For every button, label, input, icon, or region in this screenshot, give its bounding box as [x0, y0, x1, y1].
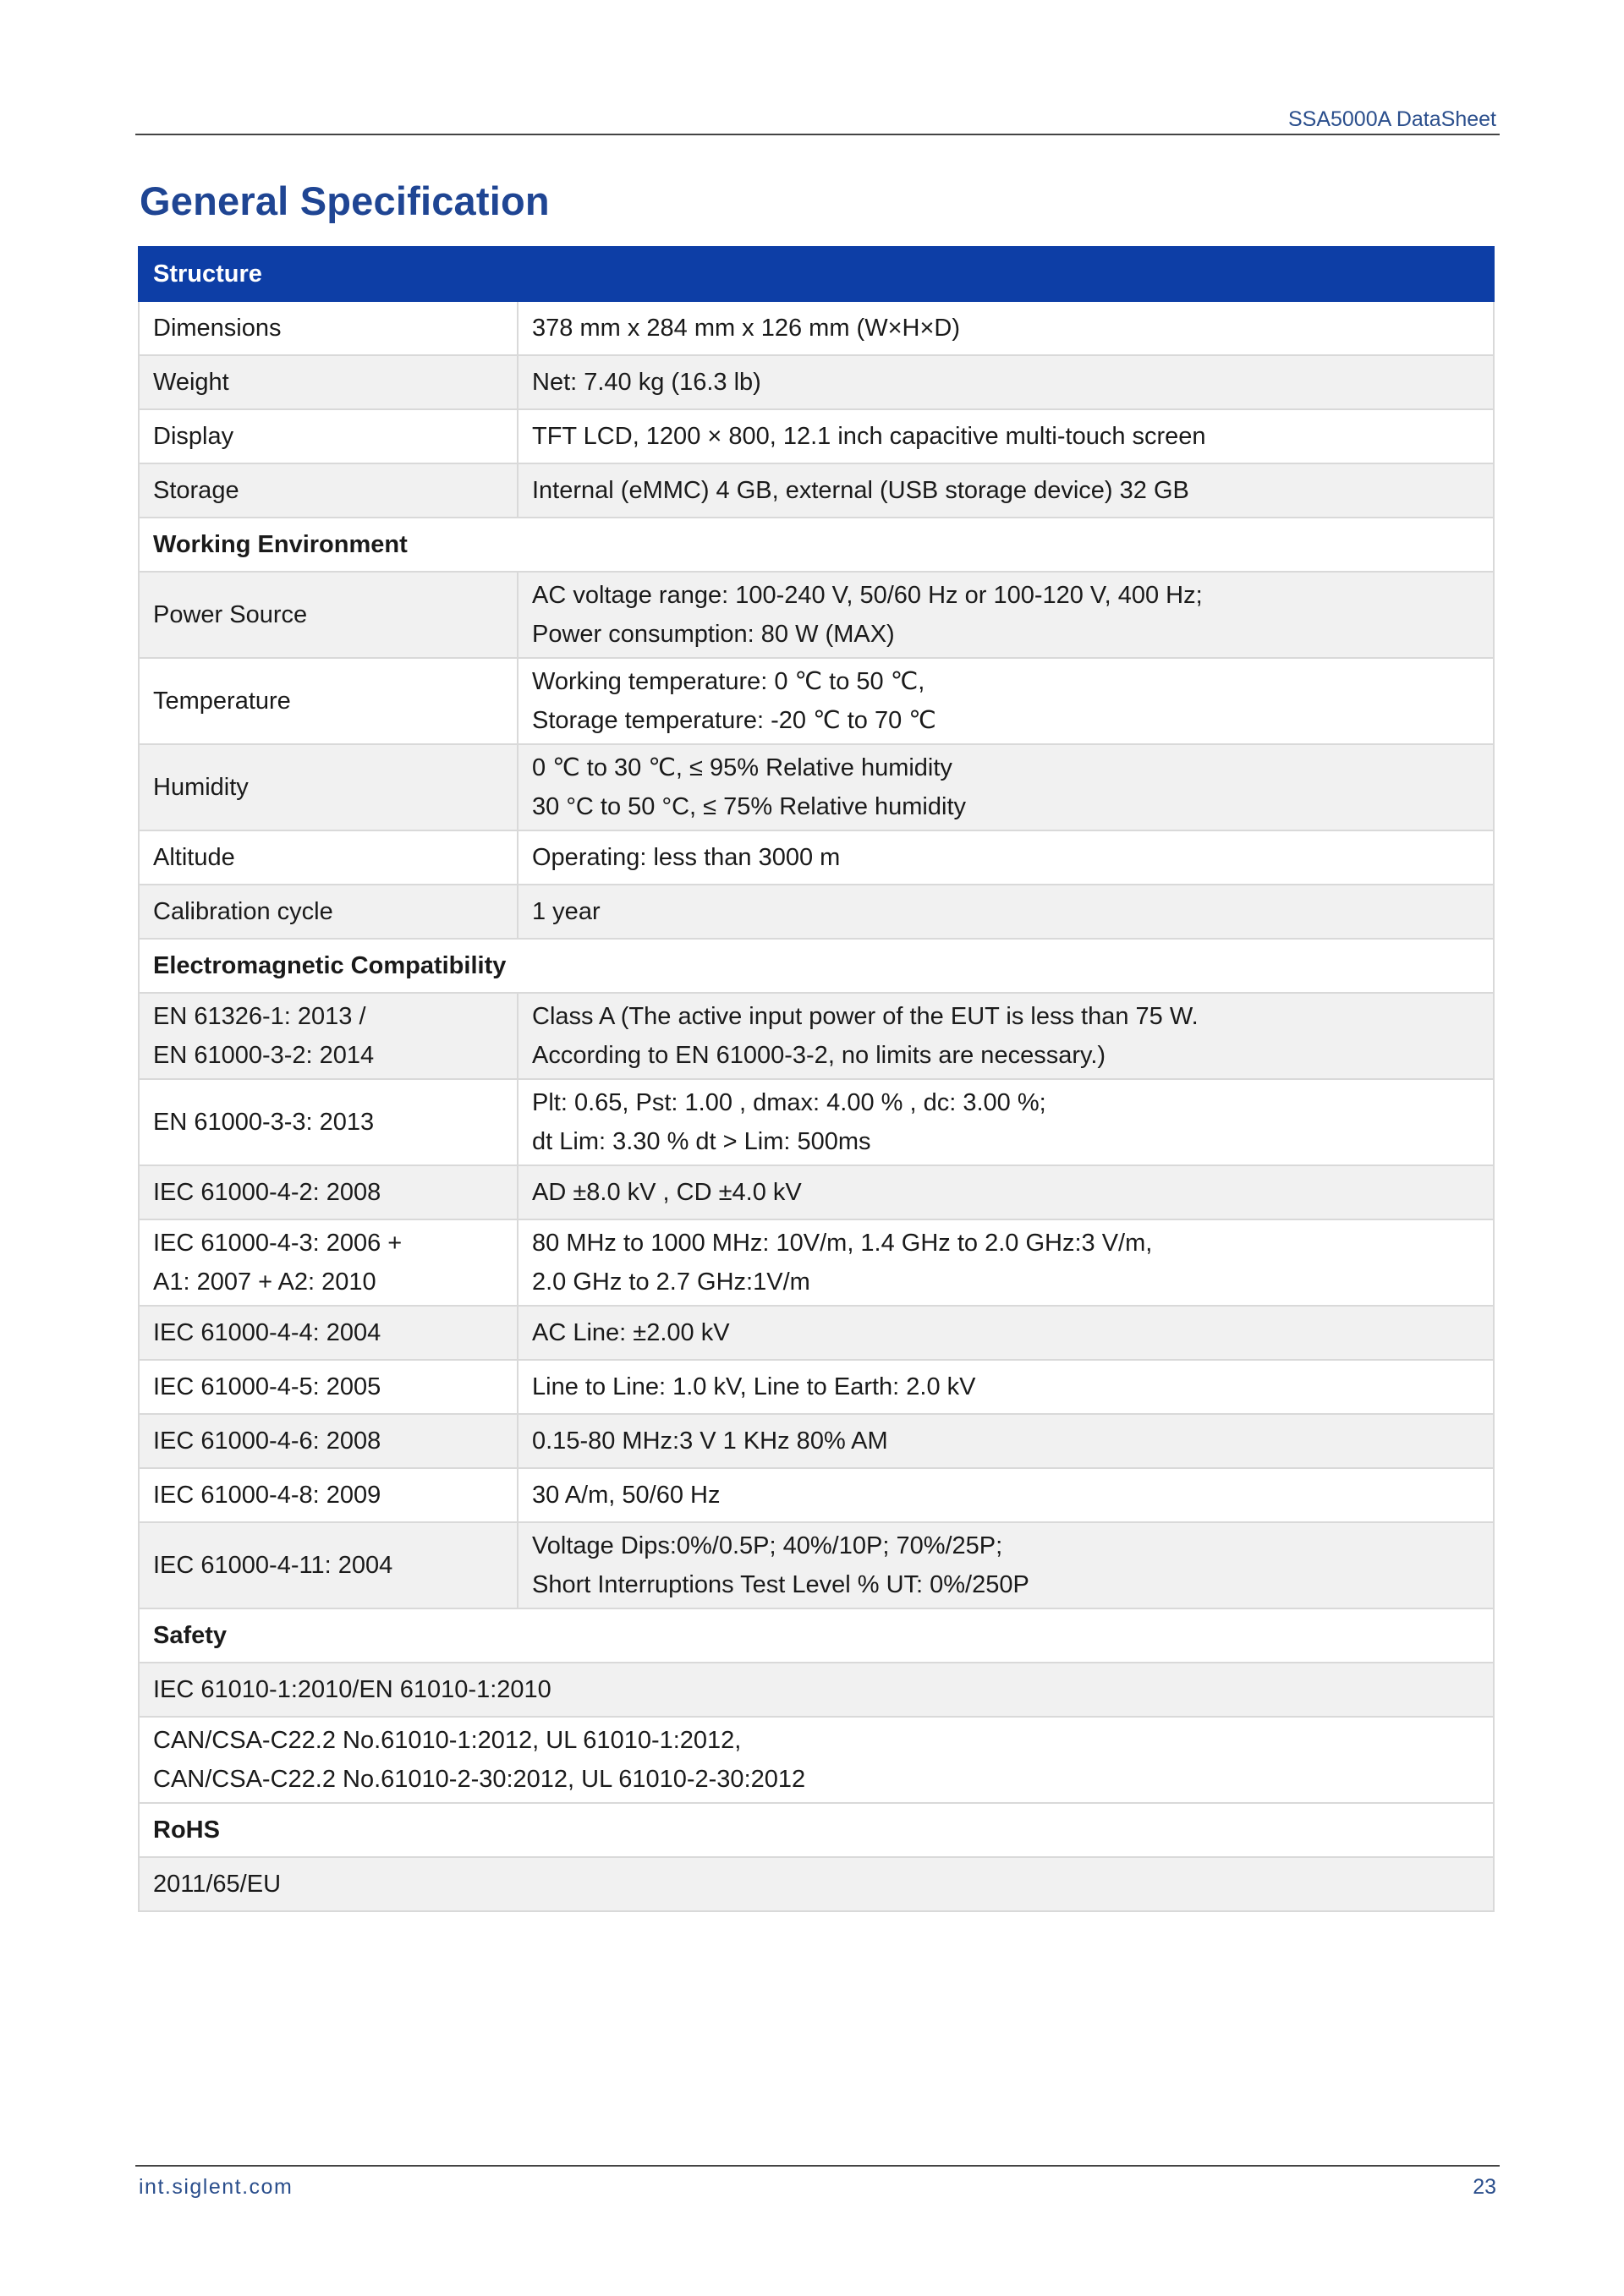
spec-value: Net: 7.40 kg (16.3 lb)	[518, 355, 1494, 409]
spec-value	[518, 572, 1494, 658]
spec-value: 0.15-80 MHz:3 V 1 KHz 80% AM	[518, 1414, 1494, 1468]
spec-value: AC Line: ±2.00 kV	[518, 1306, 1494, 1360]
spec-label	[139, 1219, 518, 1306]
section-rohs	[139, 1803, 1494, 1857]
spec-value: 30 A/m, 50/60 Hz	[518, 1468, 1494, 1522]
spec-label: Humidity	[139, 744, 518, 830]
page-title: General Specification	[140, 178, 550, 223]
table-row	[139, 1079, 1494, 1165]
document-footer	[135, 2165, 1500, 2199]
label-line: IEC 61000-4-3: 2006 +	[153, 1230, 403, 1257]
value-line: Voltage Dips:0%/0.5P; 40%/10P; 70%/25P;	[532, 1532, 1003, 1559]
spec-label: IEC 61000-4-6: 2008	[139, 1414, 518, 1468]
table-row	[139, 1717, 1494, 1803]
table-row	[139, 463, 1494, 518]
spec-value: 378 mm x 284 mm x 126 mm (W×H×D)	[518, 301, 1494, 355]
table-row	[139, 1165, 1494, 1219]
value-line: 0 ℃ to 30 ℃, ≤ 95% Relative humidity	[532, 754, 952, 781]
spec-value: 1 year	[518, 885, 1494, 939]
table-row	[139, 744, 1494, 830]
spec-label: IEC 61000-4-4: 2004	[139, 1306, 518, 1360]
section-heading: Electromagnetic Compatibility	[139, 939, 1494, 993]
spec-value: Operating: less than 3000 m	[518, 830, 1494, 885]
spec-value: Internal (eMMC) 4 GB, external (USB storage device) 32 GB	[518, 463, 1494, 518]
table-row	[139, 355, 1494, 409]
spec-value: IEC 61010-1:2010/EN 61010-1:2010	[139, 1663, 1494, 1717]
value-line: CAN/CSA-C22.2 No.61010-2-30:2012, UL 61010-2-30:2012	[153, 1766, 806, 1793]
section-safety	[139, 1608, 1494, 1663]
spec-value	[518, 1219, 1494, 1306]
spec-value: Line to Line: 1.0 kV, Line to Earth: 2.0 kV	[518, 1360, 1494, 1414]
spec-value	[139, 1717, 1494, 1803]
spec-value	[518, 1522, 1494, 1608]
table-row	[139, 409, 1494, 463]
spec-label: EN 61000-3-3: 2013	[139, 1079, 518, 1165]
spec-label	[139, 993, 518, 1079]
spec-value: AD ±8.0 kV , CD ±4.0 kV	[518, 1165, 1494, 1219]
section-structure	[139, 247, 1494, 301]
value-line: 30 °C to 50 °C, ≤ 75% Relative humidity	[532, 793, 967, 820]
spec-value	[518, 658, 1494, 744]
table-row	[139, 1414, 1494, 1468]
spec-label: Altitude	[139, 830, 518, 885]
spec-value: 2011/65/EU	[139, 1857, 1494, 1911]
spec-label: Weight	[139, 355, 518, 409]
spec-label: Temperature	[139, 658, 518, 744]
spec-value	[518, 993, 1494, 1079]
section-emc	[139, 939, 1494, 993]
table-row	[139, 885, 1494, 939]
value-line: 2.0 GHz to 2.7 GHz:1V/m	[532, 1269, 810, 1296]
section-heading: Working Environment	[139, 518, 1494, 572]
section-heading: RoHS	[139, 1803, 1494, 1857]
table-row	[139, 1360, 1494, 1414]
spec-value: TFT LCD, 1200 × 800, 12.1 inch capacitive multi-touch screen	[518, 409, 1494, 463]
value-line: Working temperature: 0 ℃ to 50 ℃,	[532, 668, 925, 695]
table-row	[139, 1468, 1494, 1522]
section-working-environment	[139, 518, 1494, 572]
spec-value	[518, 744, 1494, 830]
spec-label: Storage	[139, 463, 518, 518]
value-line: Short Interruptions Test Level % UT: 0%/250P	[532, 1571, 1029, 1598]
table-row	[139, 301, 1494, 355]
table-row	[139, 830, 1494, 885]
table-row	[139, 993, 1494, 1079]
footer-website: int.siglent.com	[139, 2175, 294, 2199]
spec-label: IEC 61000-4-8: 2009	[139, 1468, 518, 1522]
datasheet-title: SSA5000A DataSheet	[1287, 107, 1496, 131]
value-line: AC voltage range: 100-240 V, 50/60 Hz or 100-120 V, 400 Hz;	[532, 582, 1203, 609]
value-line: CAN/CSA-C22.2 No.61010-1:2012, UL 61010-1:2012,	[153, 1727, 742, 1754]
table-row	[139, 1663, 1494, 1717]
section-heading: Safety	[139, 1608, 1494, 1663]
spec-label: Dimensions	[139, 301, 518, 355]
spec-label: Power Source	[139, 572, 518, 658]
table-row	[139, 658, 1494, 744]
value-line: Class A (The active input power of the EUT is less than 75 W.	[532, 1003, 1199, 1030]
spec-label: IEC 61000-4-11: 2004	[139, 1522, 518, 1608]
label-line: A1: 2007 + A2: 2010	[153, 1269, 376, 1296]
spec-label: IEC 61000-4-2: 2008	[139, 1165, 518, 1219]
value-line: dt Lim: 3.30 % dt > Lim: 500ms	[532, 1128, 871, 1155]
label-line: EN 61000-3-2: 2014	[153, 1042, 375, 1069]
document-header	[135, 107, 1500, 135]
value-line: According to EN 61000-3-2, no limits are necessary.)	[532, 1042, 1106, 1069]
value-line: Power consumption: 80 W (MAX)	[532, 621, 895, 648]
page-number: 23	[1473, 2175, 1496, 2199]
spec-value	[518, 1079, 1494, 1165]
table-row	[139, 1306, 1494, 1360]
table-row	[139, 1219, 1494, 1306]
value-line: Storage temperature: -20 ℃ to 70 ℃	[532, 707, 936, 734]
value-line: Plt: 0.65, Pst: 1.00 , dmax: 4.00 % , dc: 3.00 %;	[532, 1089, 1046, 1116]
section-heading: Structure	[139, 247, 1494, 301]
spec-table	[138, 246, 1495, 1912]
spec-label: Display	[139, 409, 518, 463]
spec-label: IEC 61000-4-5: 2005	[139, 1360, 518, 1414]
table-row	[139, 1857, 1494, 1911]
table-row	[139, 1522, 1494, 1608]
label-line: EN 61326-1: 2013 /	[153, 1003, 366, 1030]
value-line: 80 MHz to 1000 MHz: 10V/m, 1.4 GHz to 2.0 GHz:3 V/m,	[532, 1230, 1153, 1257]
spec-label: Calibration cycle	[139, 885, 518, 939]
table-row	[139, 572, 1494, 658]
